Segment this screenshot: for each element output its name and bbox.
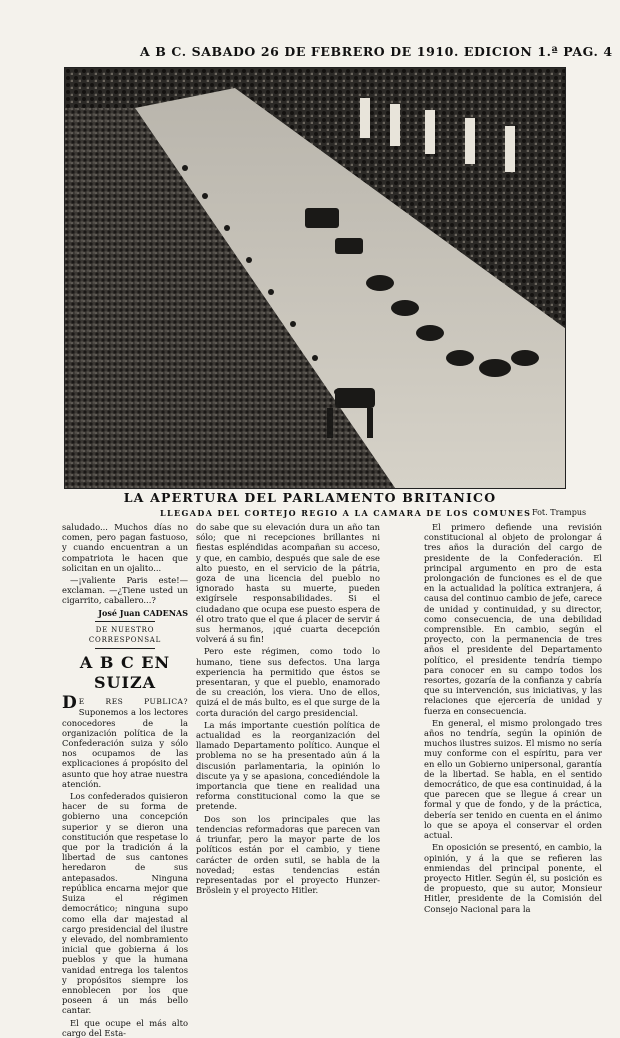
paragraph: Los confederados quisieron hacer de su forma de gobierno una concepción superior y se dieron una constitución que respetase lo que por la tradición á la libertad de sus cantones heredaron de sus antepasados. Ninguna república encarna mejor que Suiza el régimen democrático; ninguna supo como ella dar majestad al cargo presidencial del ilustre y elevado, del nombramiento inicial que gobierna á los pueblos y que la humana vanidad entrega los talentos y propósitos siempre los ennoblecen por los que poseen á un más bello cantar. <box>62 791 188 1016</box>
article-column-2 <box>196 522 380 896</box>
photo-credit: Fot. Trampus <box>532 508 587 517</box>
author-signature: José Juan CADENAS <box>98 607 188 618</box>
parliament-photo <box>64 67 566 489</box>
article-column-1 <box>62 522 188 1038</box>
paragraph: do sabe que su elevación dura un año tan sólo; que ni recepciones brillantes ni fiestas espléndidas acompañan su acceso, y que, en cambio, después que sale de ese alto puesto, en el servicio de la pátria, goza de una licencia del pueblo no ignorado hasta su muerte, pueden exigírsele responsabilidades. Si el ciudadano que ocupa ese puesto espera de él otro trato que el que á placer de servir á sus hermanos, ¡qué cuarta decepción volverá á su fin! <box>196 522 380 645</box>
lead-paragraph <box>62 693 188 789</box>
paragraph: La más importante cuestión política de actualidad es la reorganización del llamado Departamento político. Aunque el problema no se ha presentado aún á la discusión parlamentaria, la opinión lo discute ya y se apasiona, concediéndole la importancia que tiene en realidad una reforma constitucional como la que se pretende. <box>196 719 380 812</box>
paragraph: saludado... Muchos días no comen, pero pagan fastuoso, y cuando encuentran a un compatriota le hacen que solicitan en un ojalito... <box>62 522 188 573</box>
photo-caption-title: LA APERTURA DEL PARLAMENTO BRITANICO <box>123 490 497 505</box>
paragraph: Pero este régimen, como todo lo humano, tiene sus defectos. Una larga experiencia ha permitido que éstos se presentaran, y que el pueblo, enamorado de su creación, los viera. Uno de ellos, quizá el de más bulto, es el que surge de la corta duración del cargo presidencial. <box>196 646 380 718</box>
divider <box>95 621 155 622</box>
paragraph: —¡valiente Paris este!—exclaman. —¿Tiene usted un cigarrito, caballero...? <box>62 575 188 606</box>
photo-caption-subtitle: LLEGADA DEL CORTEJO REGIO A LA CAMARA DE LOS COMUNES <box>160 508 532 518</box>
paragraph: En general, el mismo prolongado tres años no tendría, según la opinión de muchos ilustres suizos. El mismo no sería muy conforme con el espíritu, para ver en ello un Gobierno unipersonal, garantía de la libertad. Se habla, en el sentido democrático, de que esa continuidad, á la que parecen que se llegue á crear un formal y que de fondo, y de la práctica, debería ser tenido en cuenta en el ánimo lo que se apoya el conservar el orden actual. <box>424 717 602 841</box>
article-column-3 <box>424 522 602 914</box>
divider <box>95 648 155 649</box>
paragraph: En oposición se presentó, en cambio, la opinión, y á la que se refieren las enmiendas del principal ponente, el proyecto Hitler. Según él, su posición es de propuesto, que su autor, Monsieur Hitler, presidente de la Comisión del Consejo Nacional para la <box>424 842 602 914</box>
lead-smallcaps: E RES PUBLICA? <box>78 697 188 707</box>
paragraph: El primero defiende una revisión constitucional al objeto de prolongar á tres años la duración del cargo de presidente de la Confederación. El principal argumento en pro de esta prolongación de funciones es el de que en la actualidad la política extranjera, á causa del continuo cambio de jefe, carece de unidad y continuidad, y su director, como consecuencia, de una debilidad comprensible. En cambio, según el proyecto, con la permanencia de tres años el presidente del Departamento político, el presidente tendría tiempo para conocer en su campo todos los resortes, gozaría de la confianza y cabría que su intervención, sus iniciativas, y las relaciones que ejercería de unidad y fuerza en consecuencia. <box>424 522 602 716</box>
drop-cap: D <box>62 693 77 714</box>
correspondent-label: DE NUESTRO CORRESPONSAL <box>88 625 162 645</box>
page-header: A B C. SABADO 26 DE FEBRERO DE 1910. EDICION 1.ª PAG. 4 <box>140 44 613 59</box>
paragraph: El que ocupe el más alto cargo del Esta- <box>62 1017 188 1038</box>
lead-text: Suponemos a los lectores conocedores de la organización política de la Confederación suiza y sólo nos ocupamos de las explicaciones á propósito del asunto que hoy atrae nuestra atención. <box>62 707 188 789</box>
paragraph: Dos son los principales que las tendencias reformadoras que parecen van á triunfar, pero la mayor parte de los políticos están por el cambio, y tiene carácter de orden sutil, se habla de la novedad; estas tendencias están representadas por el proyecto Hunzer-Bröslein y el proyecto Hitler. <box>196 813 380 896</box>
section-title: A B C EN SUIZA <box>79 653 171 693</box>
